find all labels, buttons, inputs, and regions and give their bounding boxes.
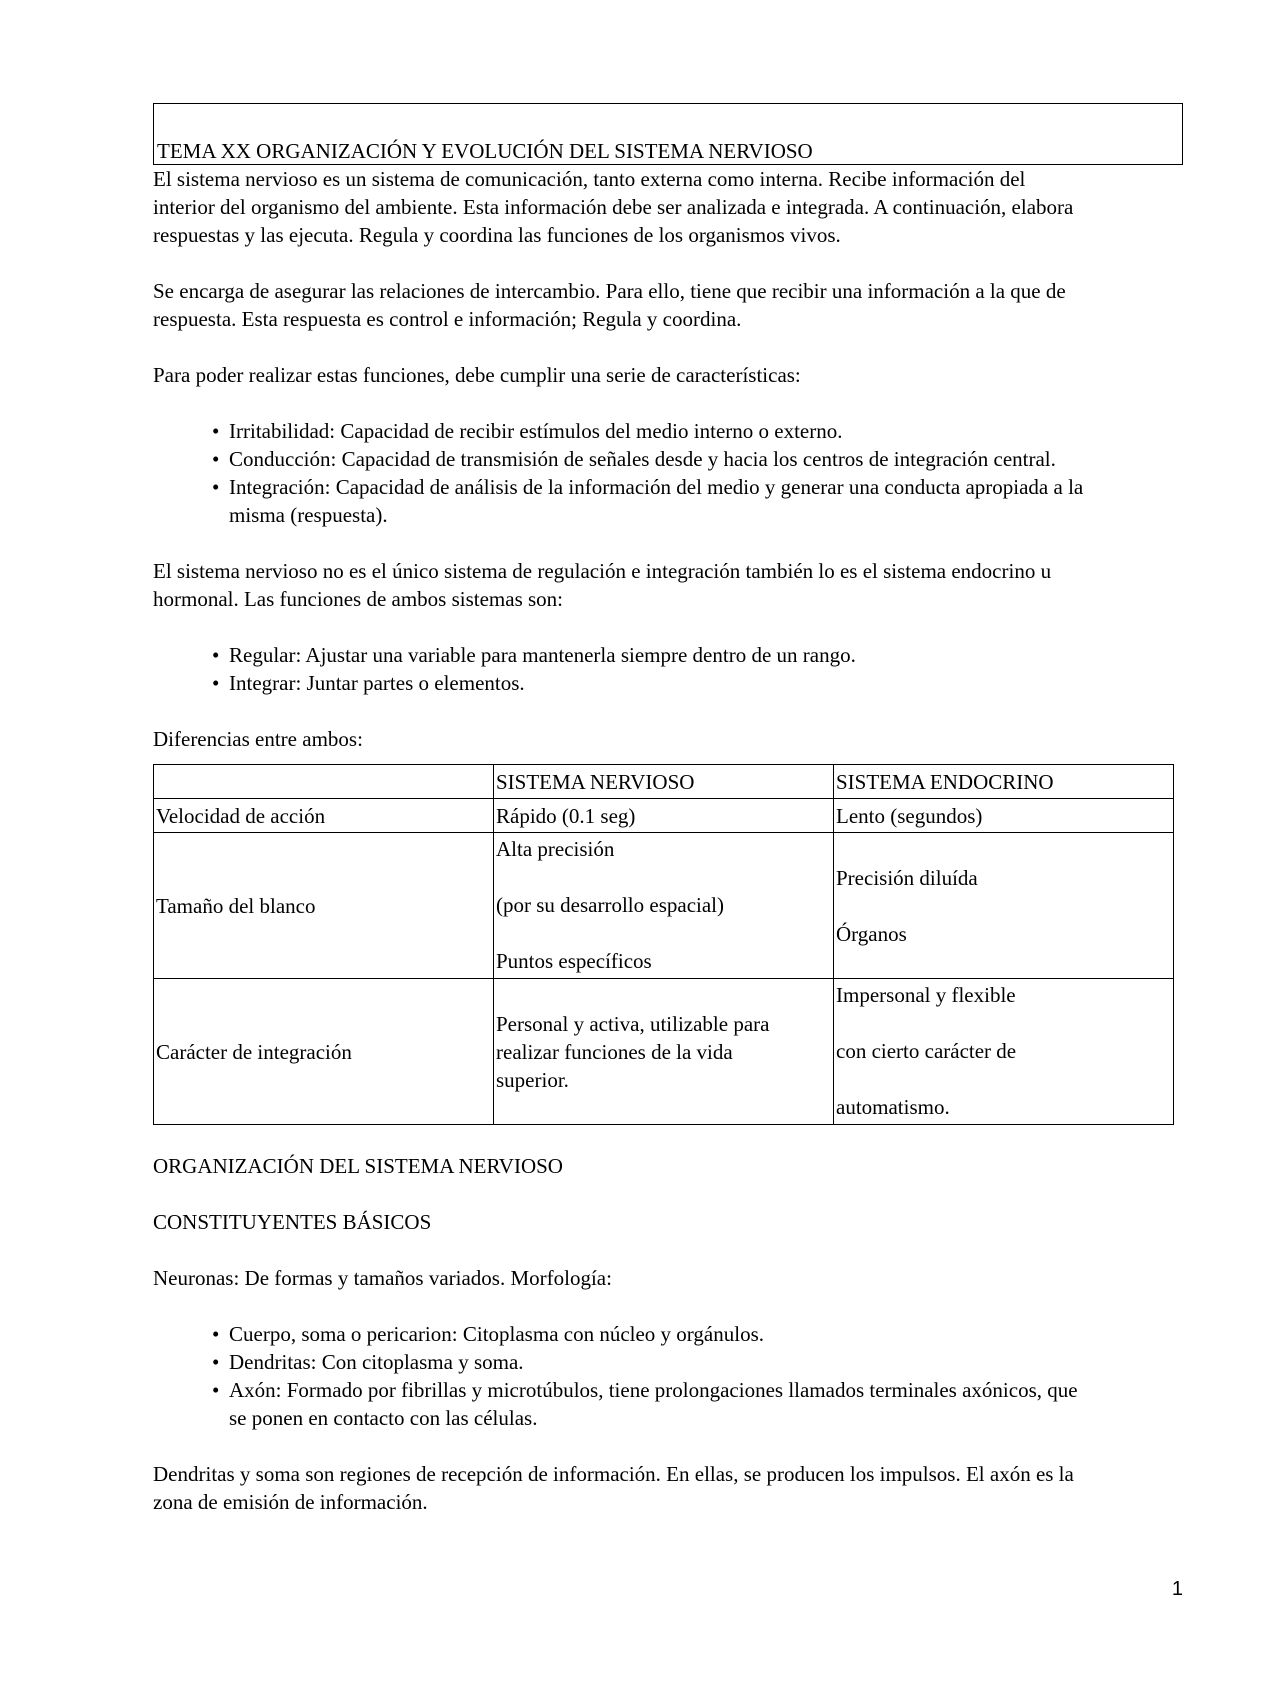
table-cell: Lento (segundos) [834, 799, 1174, 833]
list-item: • Integración: Capacidad de análisis de la información del medio y generar una conducta apropiada a la misma (respuesta). [212, 475, 1084, 527]
morphology-list [153, 1320, 1183, 1432]
table-header-cell: SISTEMA ENDOCRINO [834, 765, 1174, 799]
list-item: • Axón: Formado por fibrillas y microtúbulos, tiene prolongaciones llamados terminales axónicos, que se ponen en contacto con las células. [212, 1378, 1078, 1430]
list-item: • Irritabilidad: Capacidad de recibir estímulos del medio interno o externo. [212, 419, 843, 443]
characteristics-list [153, 417, 1183, 529]
differences-table [153, 764, 1174, 1125]
document-title: TEMA XX ORGANIZACIÓN Y EVOLUCIÓN DEL SISTEMA NERVIOSO [157, 139, 813, 163]
table-cell: Impersonal y flexible con cierto carácter de automatismo. [834, 979, 1174, 1125]
page-content [153, 103, 1183, 1516]
closing-paragraph: Dendritas y soma son regiones de recepción de información. En ellas, se producen los impulsos. El axón es la zona de emisión de información. [153, 1462, 1074, 1514]
list-item: • Cuerpo, soma o pericarion: Citoplasma con núcleo y orgánulos. [212, 1322, 764, 1346]
bullet-icon: • [212, 671, 220, 695]
list-item: • Integrar: Juntar partes o elementos. [212, 671, 525, 695]
table-cell: Precisión diluída Órganos [834, 833, 1174, 979]
bullet-icon: • [212, 1322, 220, 1346]
bullet-icon: • [212, 475, 220, 499]
table-cell: Rápido (0.1 seg) [494, 799, 834, 833]
table-header-cell: SISTEMA NERVIOSO [494, 765, 834, 799]
intro-paragraph-1: El sistema nervioso es un sistema de comunicación, tanto externa como interna. Recibe información del interior del organismo del ambiente. Esta información debe ser analizada e integrada. A continuación, elabora respuestas y las ejecuta. Regula y coordina las funciones de los organismos vivos. [153, 167, 1074, 247]
title-box [153, 103, 1183, 165]
intro-paragraph-3: Para poder realizar estas funciones, debe cumplir una serie de características: [153, 363, 801, 387]
bullet-icon: • [212, 419, 220, 443]
table-header-row [154, 765, 1174, 799]
intro-paragraph-2: Se encarga de asegurar las relaciones de intercambio. Para ello, tiene que recibir una información a la que de respuesta. Esta respuesta es control e información; Regula y coordina. [153, 279, 1066, 331]
table-cell: Carácter de integración [154, 979, 494, 1125]
table-cell: Alta precisión (por su desarrollo espacial) Puntos específicos [494, 833, 834, 979]
table-header-cell [154, 765, 494, 799]
neurons-intro: Neuronas: De formas y tamaños variados. Morfología: [153, 1266, 612, 1290]
bullet-icon: • [212, 643, 220, 667]
differences-label: Diferencias entre ambos: [153, 727, 363, 751]
bullet-icon: • [212, 1378, 220, 1402]
table-row [154, 833, 1174, 979]
list-item: • Regular: Ajustar una variable para mantenerla siempre dentro de un rango. [212, 643, 856, 667]
section-heading-organization: ORGANIZACIÓN DEL SISTEMA NERVIOSO [153, 1154, 563, 1178]
bullet-icon: • [212, 447, 220, 471]
table-row [154, 979, 1174, 1125]
list-item: • Conducción: Capacidad de transmisión de señales desde y hacia los centros de integración central. [212, 447, 1056, 471]
page-number: 1 [1171, 1578, 1183, 1600]
table-cell: Tamaño del blanco [154, 833, 494, 979]
bullet-icon: • [212, 1350, 220, 1374]
list-item: • Dendritas: Con citoplasma y soma. [212, 1350, 524, 1374]
table-cell: Velocidad de acción [154, 799, 494, 833]
section-heading-constituents: CONSTITUYENTES BÁSICOS [153, 1210, 432, 1234]
table-cell: Personal y activa, utilizable para realizar funciones de la vida superior. [494, 979, 834, 1125]
functions-list [153, 641, 1183, 697]
systems-paragraph: El sistema nervioso no es el único sistema de regulación e integración también lo es el sistema endocrino u hormonal. Las funciones de ambos sistemas son: [153, 559, 1052, 611]
table-row [154, 799, 1174, 833]
